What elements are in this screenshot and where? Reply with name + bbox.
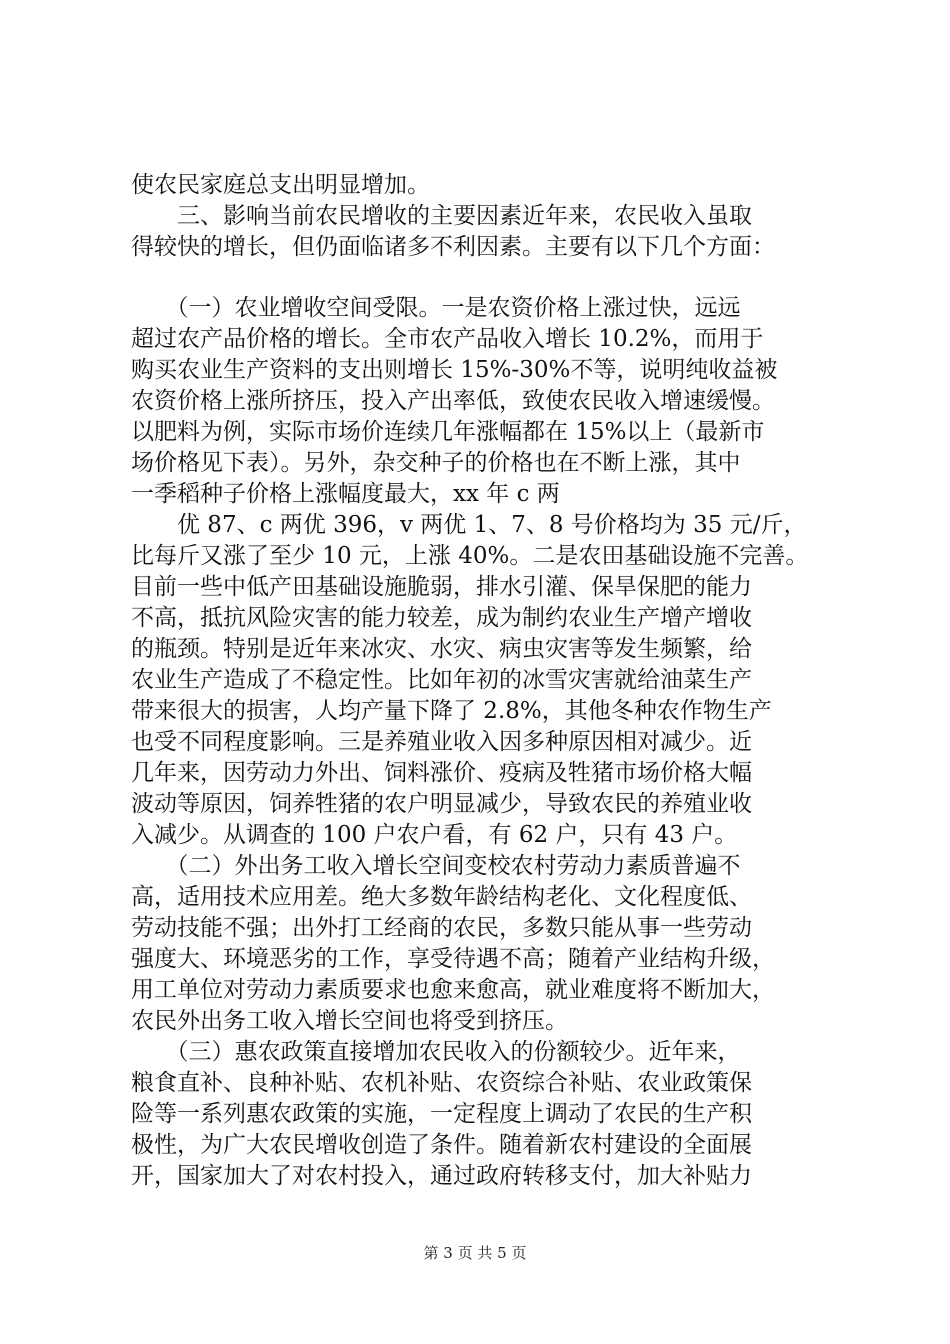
text-line: 优 87、c 两优 396，v 两优 1、7、8 号价格均为 35 元/斤，	[131, 512, 807, 538]
text-line: 一季稻种子价格上涨幅度最大，xx 年 c 两	[131, 481, 560, 507]
body-text	[131, 170, 831, 1192]
text-line: 的瓶颈。特别是近年来冰灾、水灾、病虫灾害等发生频繁，给	[131, 636, 752, 662]
text-line: 不高，抵抗风险灾害的能力较差，成为制约农业生产增产增收	[131, 605, 752, 631]
text-line: 几年来，因劳动力外出、饲料涨价、疫病及牲猪市场价格大幅	[131, 760, 752, 786]
text-line: 得较快的增长，但仍面临诸多不利因素。主要有以下几个方面：	[131, 234, 775, 260]
text-line: 波动等原因，饲养牲猪的农户明显减少，导致农民的养殖业收	[131, 791, 752, 817]
text-line: 险等一系列惠农政策的实施，一定程度上调动了农民的生产积	[131, 1101, 752, 1127]
text-line: 三、影响当前农民增收的主要因素近年来，农民收入虽取	[131, 203, 752, 229]
text-line: 高，适用技术应用差。绝大多数年龄结构老化、文化程度低、	[131, 884, 752, 910]
text-line: （一）农业增收空间受限。一是农资价格上涨过快，远远	[131, 295, 741, 321]
page-number-footer: 第 3 页 共 5 页	[423, 1244, 527, 1262]
text-line: 购买农业生产资料的支出则增长 15%-30%不等，说明纯收益被	[131, 357, 778, 383]
text-line: 目前一些中低产田基础设施脆弱，排水引灌、保旱保肥的能力	[131, 574, 752, 600]
text-line: 农业生产造成了不稳定性。比如年初的冰雪灾害就给油菜生产	[131, 667, 752, 693]
text-line: 场价格见下表）。另外，杂交种子的价格也在不断上涨，其中	[131, 450, 741, 476]
text-line: 超过农产品价格的增长。全市农产品收入增长 10.2%，而用于	[131, 326, 764, 352]
text-line: 粮食直补、良种补贴、农机补贴、农资综合补贴、农业政策保	[131, 1070, 752, 1096]
text-line: 也受不同程度影响。三是养殖业收入因多种原因相对减少。近	[131, 729, 752, 755]
text-line: 用工单位对劳动力素质要求也愈来愈高，就业难度将不断加大，	[131, 977, 775, 1003]
text-line: （三）惠农政策直接增加农民收入的份额较少。近年来，	[131, 1039, 741, 1065]
text-line: 比每斤又涨了至少 10 元，上涨 40%。二是农田基础设施不完善。	[131, 543, 809, 569]
text-line: 以肥料为例，实际市场价连续几年涨幅都在 15%以上（最新市	[131, 419, 765, 445]
text-line: （二）外出务工收入增长空间变校农村劳动力素质普遍不	[131, 853, 741, 879]
text-line: 入减少。从调查的 100 户农户看，有 62 户，只有 43 户。	[131, 822, 738, 848]
text-line: 劳动技能不强；出外打工经商的农民，多数只能从事一些劳动	[131, 915, 752, 941]
text-line: 使农民家庭总支出明显增加。	[131, 172, 430, 198]
text-line: 带来很大的损害，人均产量下降了 2.8%，其他冬种农作物生产	[131, 698, 772, 724]
text-line: 农资价格上涨所挤压，投入产出率低，致使农民收入增速缓慢。	[131, 388, 775, 414]
text-line: 开，国家加大了对农村投入，通过政府转移支付，加大补贴力	[131, 1163, 752, 1189]
text-line: 极性，为广大农民增收创造了条件。随着新农村建设的全面展	[131, 1132, 752, 1158]
paragraph-gap	[131, 263, 831, 293]
text-line: 农民外出务工收入增长空间也将受到挤压。	[131, 1008, 568, 1034]
text-line: 强度大、环境恶劣的工作，享受待遇不高；随着产业结构升级，	[131, 946, 775, 972]
